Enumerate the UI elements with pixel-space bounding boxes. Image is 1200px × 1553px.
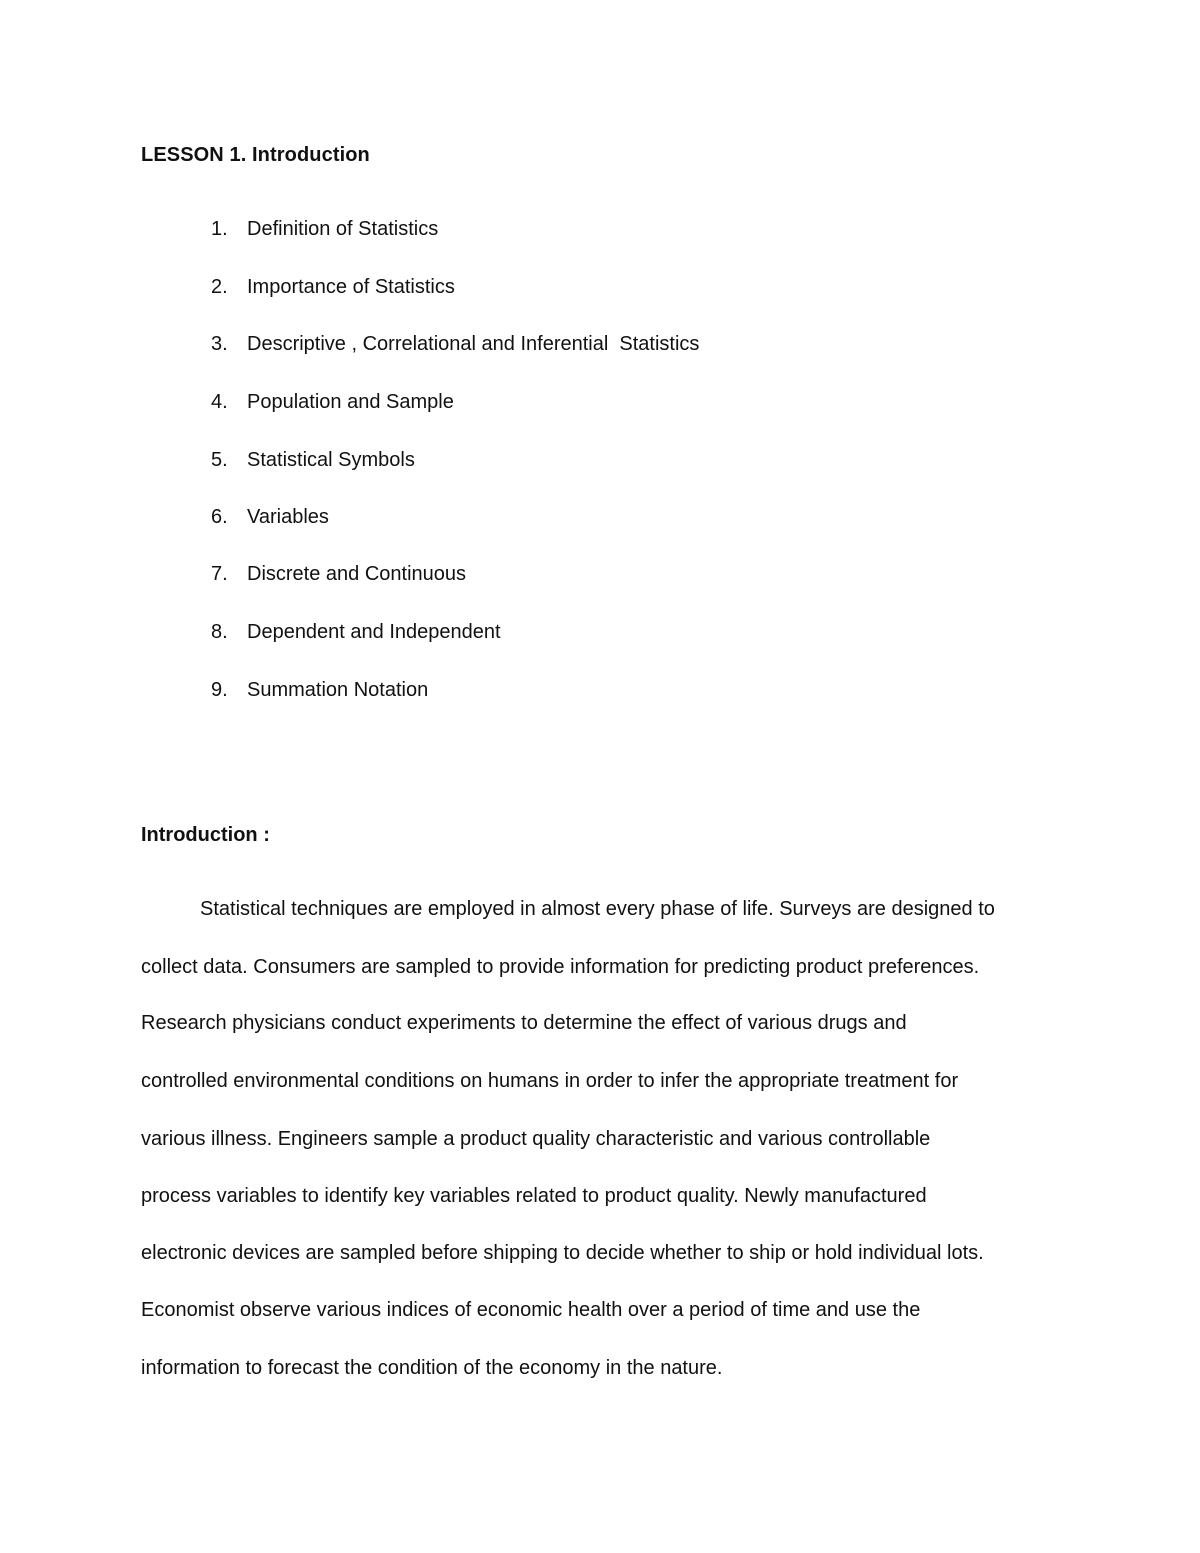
topic-label: Statistical Symbols <box>247 449 415 471</box>
topic-number: 1. <box>211 218 228 240</box>
topic-item <box>211 506 329 529</box>
topic-number: 2. <box>211 276 228 298</box>
topic-number: 4. <box>211 391 228 413</box>
paragraph-line: Statistical techniques are employed in almost every phase of life. Surveys are designed to <box>200 898 995 920</box>
topic-number: 6. <box>211 506 228 528</box>
paragraph-line: various illness. Engineers sample a product quality characteristic and various controllable <box>141 1128 931 1150</box>
lesson-heading: LESSON 1. Introduction <box>141 144 370 166</box>
topic-label: Importance of Statistics <box>247 276 455 298</box>
topic-number: 7. <box>211 563 228 585</box>
topic-label: Dependent and Independent <box>247 621 501 643</box>
topic-label: Descriptive , Correlational and Inferential Statistics <box>247 333 700 355</box>
paragraph-line: Economist observe various indices of economic health over a period of time and use the <box>141 1299 921 1321</box>
topic-item <box>211 218 438 241</box>
topic-number: 3. <box>211 333 228 355</box>
topic-item <box>211 679 428 702</box>
intro-heading: Introduction : <box>141 824 270 846</box>
paragraph-line: process variables to identify key variables related to product quality. Newly manufactured <box>141 1185 927 1207</box>
topic-number: 5. <box>211 449 228 471</box>
topic-item <box>211 563 466 586</box>
topic-label: Definition of Statistics <box>247 218 439 240</box>
paragraph-line: Research physicians conduct experiments to determine the effect of various drugs and <box>141 1012 907 1034</box>
topic-label: Discrete and Continuous <box>247 563 467 585</box>
paragraph-line: electronic devices are sampled before shipping to decide whether to ship or hold individual lots. <box>141 1242 984 1264</box>
topic-item <box>211 391 454 414</box>
paragraph-line: information to forecast the condition of the economy in the nature. <box>141 1357 723 1379</box>
topic-number: 9. <box>211 679 228 701</box>
topic-item <box>211 276 455 299</box>
paragraph-line: collect data. Consumers are sampled to provide information for predicting product preferences. <box>141 956 980 978</box>
topic-label: Population and Sample <box>247 391 454 413</box>
topic-number: 8. <box>211 621 228 643</box>
paragraph-line: controlled environmental conditions on humans in order to infer the appropriate treatment for <box>141 1070 959 1092</box>
topic-item <box>211 333 699 356</box>
topic-label: Variables <box>247 506 329 528</box>
topic-item <box>211 449 415 472</box>
topic-item <box>211 621 501 644</box>
topic-label: Summation Notation <box>247 679 429 701</box>
